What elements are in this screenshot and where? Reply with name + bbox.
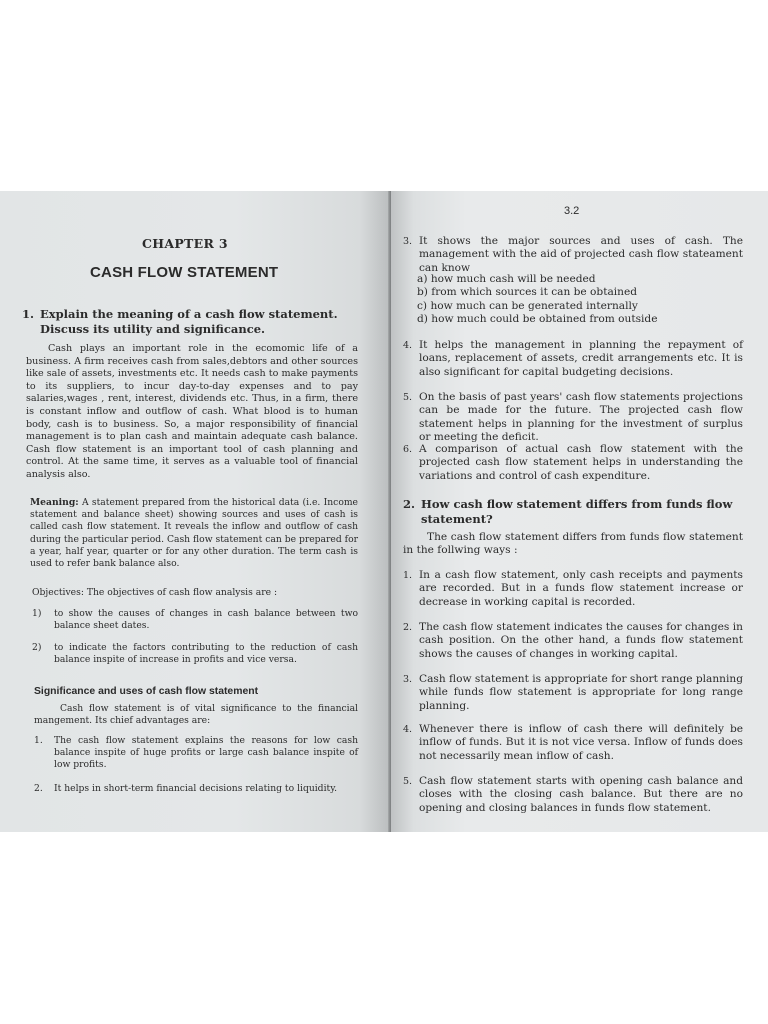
difference-item: [403, 673, 743, 713]
subitem-text: how much could be obtained from outside: [431, 313, 658, 326]
advantage-text: It helps in short-term financial decisions relating to liquidity.: [54, 783, 338, 794]
item-number: 3.: [403, 674, 413, 685]
meaning-paragraph: [30, 497, 358, 570]
item-text: On the basis of past years' cash flow statements projections can be made for the future. The projected cash flow statement helps in planning for the investment of surplus or meeting the deficit.: [419, 391, 743, 444]
meaning-label: Meaning:: [30, 497, 79, 508]
subitem-text: how much cash will be needed: [430, 273, 596, 285]
item-text: The cash flow statement indicates the causes for changes in cash position. On the other hand, a funds flow statement shows the causes of changes in working capital.: [419, 621, 743, 660]
item-number: 2.: [403, 622, 413, 633]
difference-item: [403, 775, 743, 815]
subitem: [417, 286, 737, 299]
advantage-item: [34, 783, 358, 795]
objective-number: 1): [32, 608, 42, 619]
advantage-number: 2.: [34, 783, 43, 794]
objective-number: 2): [32, 642, 42, 653]
objectives-heading: Objectives: The objectives of cash flow analysis are :: [32, 587, 278, 598]
difference-item: [403, 569, 743, 609]
right-page: [391, 191, 768, 832]
item-number: 1.: [403, 570, 413, 581]
significance-intro: Cash flow statement is of vital significance to the financial mangement. Its chief advantages are:: [34, 703, 358, 727]
item-text: Whenever there is inflow of cash there will definitely be inflow of funds. But it is not vice versa. Inflow of funds does not necessarily mean inflow of cash.: [419, 723, 743, 762]
advantage-number: 1.: [34, 735, 43, 746]
difference-item: [403, 621, 743, 661]
intro-paragraph: Cash plays an important role in the ecomomic life of a business. A firm receives cash from sales,debtors and other sources like sale of assets, investments etc. It needs cash to make payments to its suppliers, to incur day-to-day expenses and to pay salaries,wages , rent, interest, dividends etc. Thus, in a firm, there is constant inflow and outflow of cash. What blood is to human body, cash is to business. So, a major responsibility of financial management is to plan cash and maintain adequate cash balance. Cash flow statement is an important tool of cash planning and control. At the same time, it serves as a valuable tool of financial analysis also.: [26, 343, 358, 480]
question-2-number: 2.: [403, 497, 416, 511]
meaning-text: A statement prepared from the historical data (i.e. Income statement and balance sheet) showing sources and uses of cash is called cash flow statement. It reveals the inflow and outflow of cash during the particular period. Cash flow statement can be prepared for a year, half year, quarter or for any other duration. The term cash is used to refer bank balance also.: [30, 497, 358, 570]
open-book: [0, 191, 768, 832]
item-number: 5.: [403, 776, 413, 787]
chapter-number: CHAPTER 3: [142, 236, 228, 251]
subitem: [417, 300, 737, 313]
page-number: 3.2: [564, 205, 580, 217]
subitem-label: c): [417, 299, 428, 312]
subitem-text: how much can be generated internally: [430, 299, 638, 312]
item-text: In a cash flow statement, only cash receipts and payments are recorded. But in a funds flow statement increase or decrease in working capital is recorded.: [419, 569, 743, 608]
item-number: 5.: [403, 392, 413, 403]
objective-item: [32, 608, 358, 632]
item-text: A comparison of actual cash flow statement with the projected cash flow statement helps in understanding the variations and control of cash expenditure.: [419, 443, 743, 482]
question-2-text: How cash flow statement differs from funds flow statement?: [421, 497, 733, 526]
question-2-intro: The cash flow statement differs from funds flow statement in the follwing ways :: [403, 531, 743, 557]
objective-item: [32, 642, 358, 666]
item-text: It helps the management in planning the repayment of loans, replacement of assets, credit arrangements etc. It is also significant for capital budgeting decisions.: [419, 339, 743, 378]
item-number: 6.: [403, 444, 413, 455]
subitem: [417, 273, 737, 286]
difference-item: [403, 723, 743, 763]
utility-item: [403, 443, 743, 483]
objective-text: to indicate the factors contributing to the reduction of cash balance inspite of increase in profits and vice versa.: [54, 642, 358, 666]
subitem-text: from which sources it can be obtained: [431, 286, 638, 299]
significance-heading: Significance and uses of cash flow statement: [34, 686, 259, 697]
left-page: [0, 191, 391, 832]
item-text: It shows the major sources and uses of cash. The management with the aid of projected cash flow stateament can know: [419, 235, 743, 274]
question-1-number: 1.: [22, 307, 35, 321]
item-text: Cash flow statement is appropriate for short range planning while funds flow statement is appropriate for long range planning.: [419, 673, 743, 712]
chapter-title: CASH FLOW STATEMENT: [90, 264, 279, 281]
subitem-list: [417, 273, 737, 327]
item-text: Cash flow statement starts with opening cash balance and closes with the closing cash balance. But there are no opening and closing balances in funds flow statement.: [419, 775, 743, 814]
item-number: 4.: [403, 340, 413, 351]
utility-item-3: [403, 235, 743, 275]
utility-item: [403, 391, 743, 445]
subitem: [417, 313, 737, 326]
question-2: [403, 497, 743, 527]
question-1: [22, 307, 367, 337]
subitem-label: d): [417, 313, 428, 326]
subitem-label: a): [417, 273, 428, 285]
advantage-item: [34, 735, 358, 772]
advantage-text: The cash flow statement explains the reasons for low cash balance inspite of huge profits or large cash balance inspite of low profits.: [54, 735, 358, 771]
item-number: 4.: [403, 724, 413, 735]
subitem-label: b): [417, 286, 428, 299]
question-1-text: Explain the meaning of a cash flow statement. Discuss its utility and significance.: [40, 307, 338, 336]
item-number: 3.: [403, 236, 413, 247]
utility-item: [403, 339, 743, 379]
objective-text: to show the causes of changes in cash balance between two balance sheet dates.: [54, 608, 358, 632]
